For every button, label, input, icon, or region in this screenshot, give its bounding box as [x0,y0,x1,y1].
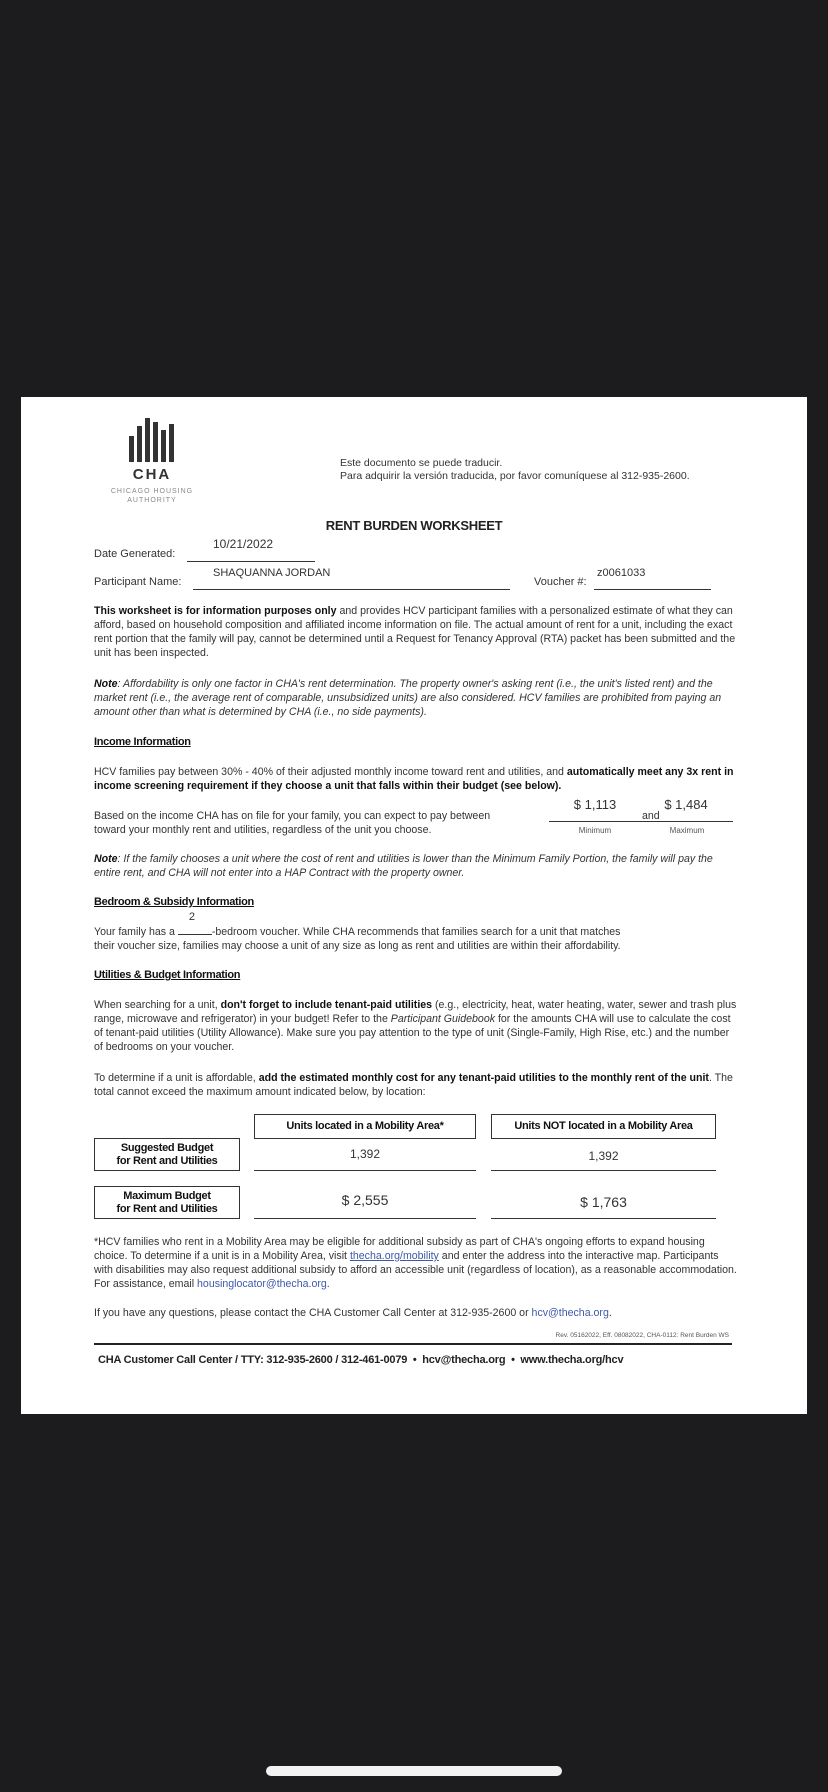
voucher-label: Voucher #: [534,576,587,588]
maximum-mobility-underline [254,1218,476,1219]
intro-bold: This worksheet is for information purposes only [94,605,337,617]
maximum-underline [641,821,733,822]
bedroom-blank [178,911,212,935]
translation-line-1: Este documento se puede traducir. [340,457,503,469]
contact-line [94,1306,739,1320]
utilities-paragraph [94,998,739,1054]
afford-text-b: . The total cannot exceed the maximum amount indicated below, by location: [94,1072,733,1098]
date-value: 10/21/2022 [213,537,274,551]
suggested-mobility-underline [254,1170,476,1171]
utilities-text-a: When searching for a unit, [94,999,221,1011]
contact-end: . [608,1307,612,1319]
bedroom-line-1 [94,911,739,939]
column-header-mobility: Units located in a Mobility Area* [254,1114,476,1139]
logo-subtitle: CHICAGO HOUSING AUTHORITY [110,488,194,504]
participant-name-value: SHAQUANNA JORDAN [213,567,331,579]
date-underline [187,561,315,562]
logo-name: CHA [132,466,172,483]
intro-paragraph [94,604,739,660]
utilities-heading: Utilities & Budget Information [94,969,241,981]
minimum-value: $ 1,113 [573,797,617,812]
bedroom-heading: Bedroom & Subsidy Information [94,896,254,908]
note-text: : Affordability is only one factor in CHA's rent determination. The property owner's asking rent (i.e., the unit's listed rent) and the market rent (i.e., the average rent of comparable, unsubsidized units) are also considered. HCV families are prohibited from paying an amount other than what is determined by CHA (i.e., no side payments). [94,678,722,718]
maximum-label: Maximum [669,826,705,835]
note-minimum-portion [94,852,739,880]
income-heading: Income Information [94,736,191,748]
income-expect-line-1: Based on the income CHA has on file for your family, you can expect to pay between [94,810,491,822]
bedroom-count: 2 [188,911,195,923]
voucher-value: z0061033 [597,567,646,579]
housing-locator-email-link[interactable]: housinglocator@thecha.org [197,1278,327,1290]
column-header-non-mobility: Units NOT located in a Mobility Area [491,1114,716,1139]
utilities-text-b: (e.g., electricity, heat, water heating, water, sewer and trash plus range, microwave and refrigerator) in your budget! Refer to the [94,999,737,1025]
maximum-mobility-value: $ 2,555 [341,1192,389,1208]
minimum-label: Minimum [578,826,612,835]
afford-text-a: To determine if a unit is affordable, [94,1072,259,1084]
cha-logo-icon [129,418,175,462]
date-label: Date Generated: [94,548,176,560]
afford-bold: add the estimated monthly cost for any tenant-paid utilities to the monthly rent of the unit [258,1072,709,1084]
participant-guidebook: Participant Guidebook [390,1013,496,1025]
suggested-non-mobility-value: 1,392 [588,1149,619,1163]
intro-text: and provides HCV participant families with a personalized estimate of what they can afford, based on household composition and affiliated income information on file. The actual amount of rent for a unit, including the exact rent portion that the family will pay, cannot be determined until a Request for Tenancy Approval (RTA) packet has been submitted and the unit has been inspected. [94,605,736,659]
translation-notice [340,457,690,483]
income-expectation [94,809,554,837]
home-indicator[interactable] [266,1766,562,1776]
bedroom-pre: Your family has a [94,926,178,938]
maximum-non-mobility-value: $ 1,763 [580,1194,627,1210]
row-label-maximum [94,1186,240,1219]
bedroom-post: -bedroom voucher. While CHA recommends that families search for a unit that matches [211,926,621,938]
suggested-label-line-1: Suggested Budget [120,1142,214,1154]
document-page [21,397,807,1414]
maximum-value: $ 1,484 [664,797,708,812]
suggested-mobility-value: 1,392 [349,1147,381,1161]
income-paragraph [94,765,739,793]
footer-contact: CHA Customer Call Center / TTY: 312-935-2600 / 312-461-0079 • hcv@thecha.org • www.thecha.org/hcv [98,1354,624,1366]
document-title: RENT BURDEN WORKSHEET [325,518,503,533]
suggested-label-line-2: for Rent and Utilities [116,1155,218,1167]
row-label-suggested [94,1138,240,1171]
mobility-link[interactable]: thecha.org/mobility [349,1250,439,1262]
utilities-text-c: for the amounts CHA will use to calculate the cost of tenant-paid utilities (Utility Allowance). Make sure you pay attention to the type of unit (Single-Family, High Rise, etc.) and the number of bedrooms on your voucher. [94,1013,731,1053]
note2-label: Note [94,853,118,865]
footnote-text-c: . [326,1278,330,1290]
bedroom-line-2: their voucher size, families may choose a unit of any size as long as rent and utilities are within their affordability. [94,940,621,952]
footnote-text-b: and enter the address into the interactive map. Participants with disabilities may also request additional subsidy to afford an accessible unit (regardless of location), as a reasonable accommodation. For assistance, email [94,1250,737,1290]
footer-rule [94,1343,732,1345]
voucher-underline [594,589,711,590]
name-underline [193,589,510,590]
mobility-footnote [94,1235,739,1291]
income-text: HCV families pay between 30% - 40% of their adjusted monthly income toward rent and utilities, and [94,766,567,778]
contact-email-link[interactable]: hcv@thecha.org [531,1307,609,1319]
contact-text: If you have any questions, please contact the CHA Customer Call Center at 312-935-2600 or [94,1307,532,1319]
revision-note: Rev. 05162022, Eff. 08082022, CHA-0112: Rent Burden WS [555,1332,729,1339]
suggested-non-mobility-underline [491,1170,716,1171]
utilities-bold: don't forget to include tenant-paid utilities [220,999,433,1011]
footnote-text-a: *HCV families who rent in a Mobility Area may be eligible for additional subsidy as part of CHA's ongoing efforts to expand housing choice. To determine if a unit is in a Mobility Area, visit [94,1236,705,1262]
maximum-label-line-1: Maximum Budget [123,1190,211,1202]
affordability-paragraph [94,1071,739,1099]
and-text: and [642,810,660,822]
bedroom-paragraph [94,911,739,953]
participant-name-label: Participant Name: [94,576,182,588]
income-expect-line-2: toward your monthly rent and utilities, regardless of the unit you choose. [94,824,432,836]
translation-line-2: Para adquirir la versión traducida, por favor comuníquese al 312-935-2600. [340,470,690,482]
note-label: Note [94,678,118,690]
income-bold: automatically meet any 3x rent in income screening requirement if they choose a unit that falls within their budget (see below). [94,766,734,792]
maximum-label-line-2: for Rent and Utilities [116,1203,218,1215]
maximum-non-mobility-underline [491,1218,716,1219]
note2-text: : If the family chooses a unit where the cost of rent and utilities is lower than the Minimum Family Portion, the family will pay the entire rent, and CHA will not enter into a HAP Contract with the property owner. [94,853,713,879]
note-affordability [94,677,739,719]
